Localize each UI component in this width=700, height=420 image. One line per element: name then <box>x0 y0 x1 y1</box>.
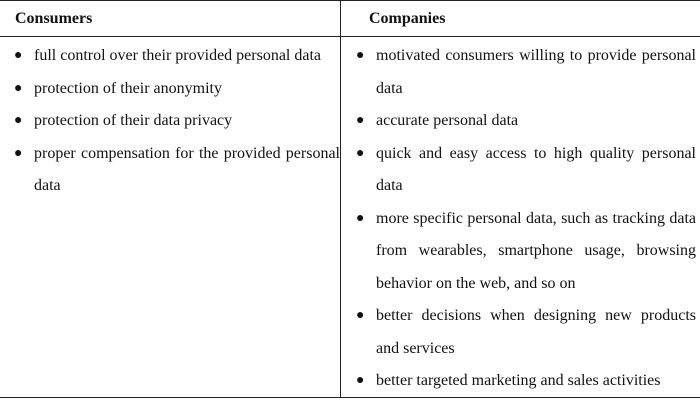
list-item <box>14 105 340 138</box>
bullet-icon: ● <box>356 113 365 128</box>
list-item-text: quick and easy access to high quality personal data <box>376 144 696 194</box>
list-item <box>356 203 696 301</box>
bullet-icon: ● <box>356 48 365 63</box>
list-item-text: accurate personal data <box>376 112 519 129</box>
bullet-icon: ● <box>14 48 23 63</box>
companies-list <box>356 40 696 398</box>
bullet-icon: ● <box>356 373 365 388</box>
list-item <box>356 300 696 365</box>
bullet-icon: ● <box>14 145 23 161</box>
list-item-text: protection of their anonymity <box>34 79 222 97</box>
list-item <box>14 73 340 106</box>
consumers-list <box>14 40 340 203</box>
list-item-text: better decisions when designing new products and services <box>376 307 696 357</box>
column-divider <box>340 1 341 397</box>
bullet-icon: ● <box>356 308 365 323</box>
list-item <box>356 365 696 398</box>
header-companies: Companies <box>369 10 446 27</box>
list-item-text: better targeted marketing and sales activities <box>376 372 661 389</box>
list-item <box>14 138 340 203</box>
list-item-text: proper compensation for the provided personal data <box>34 144 340 194</box>
consumers-column <box>14 40 340 203</box>
bullet-icon: ● <box>356 210 365 226</box>
bullet-icon: ● <box>14 113 23 128</box>
list-item <box>14 40 340 73</box>
list-item <box>356 40 696 105</box>
companies-column <box>356 40 696 398</box>
header-divider <box>0 36 700 37</box>
list-item-text: motivated consumers willing to provide personal data <box>376 47 696 97</box>
list-item-text: protection of their data privacy <box>34 112 233 129</box>
list-item-text: more specific personal data, such as tracking data from wearables, smartphone usage, browsing behavior on the web, and so on <box>376 209 696 292</box>
list-item <box>356 105 696 138</box>
bullet-icon: ● <box>356 145 365 161</box>
bullet-icon: ● <box>14 80 23 96</box>
header-consumers: Consumers <box>15 10 93 27</box>
list-item-text: full control over their provided personal data <box>34 47 322 64</box>
list-item <box>356 138 696 203</box>
